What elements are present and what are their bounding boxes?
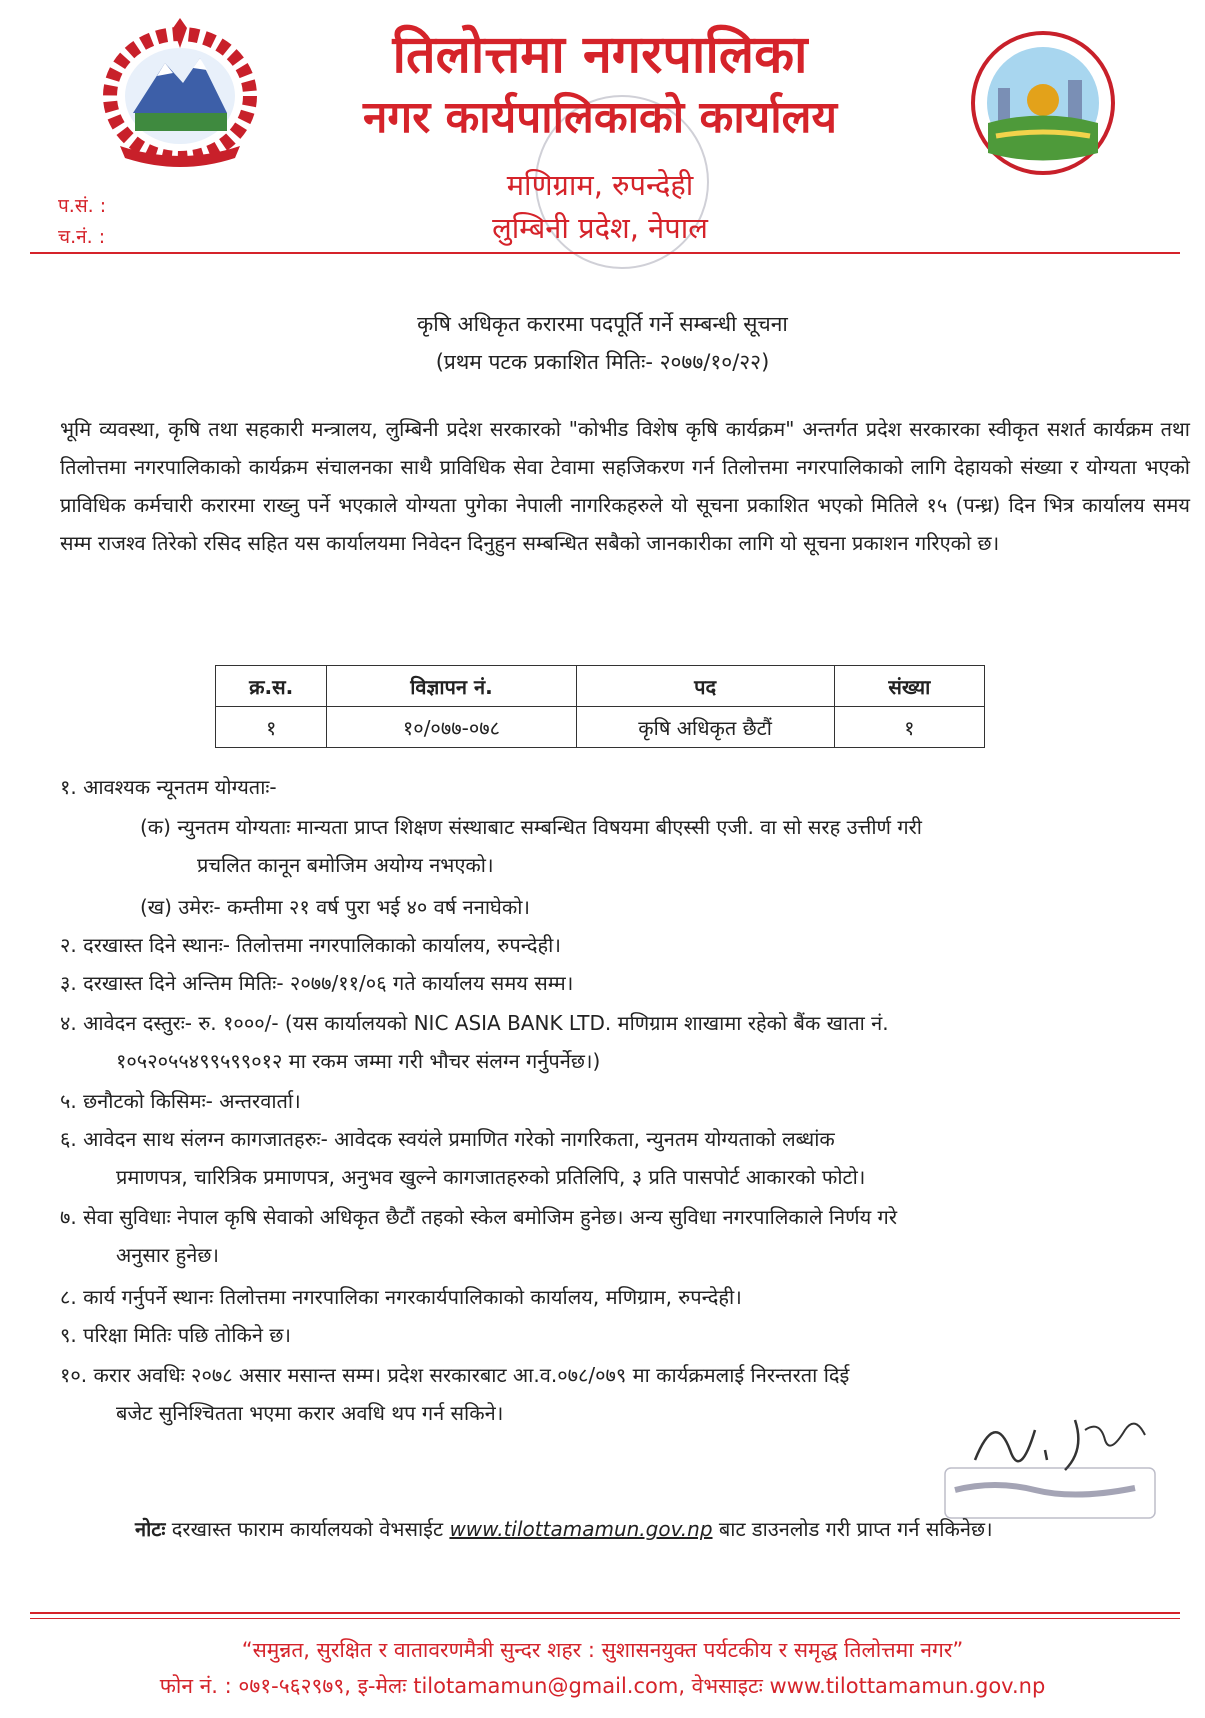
list-item <box>60 964 1190 1002</box>
list-item <box>60 1278 1190 1316</box>
cell-serial: १ <box>216 707 327 748</box>
download-note <box>135 1515 993 1542</box>
col-advertisement-no: विज्ञापन नं. <box>327 666 576 707</box>
notice-published-date: (प्रथम पटक प्रकाशित मितिः- २०७७/१०/२२) <box>435 350 770 374</box>
list-item <box>60 768 1190 806</box>
table-row <box>216 707 985 748</box>
note-text-after: बाट डाउनलोड गरी प्राप्त गर्न सकिनेछ। <box>718 1517 993 1541</box>
office-subtitle: नगर कार्यपालिकाको कार्यालय <box>363 92 837 143</box>
cell-post: कृषि अधिकृत छैटौं <box>576 707 834 748</box>
list-item-text: (ख) उमेरः- कम्तीमा २१ वर्ष पुरा भई ४० वर्ष ननाघेको। <box>140 895 530 919</box>
list-item-text: ७. सेवा सुविधाः नेपाल कृषि सेवाको अधिकृत छैटौं तहको स्केल बमोजिम हुनेछ। अन्य सुविधा नगरपालिकाले निर्णय गरे <box>60 1205 897 1229</box>
footer-divider <box>30 1612 1180 1614</box>
col-serial: क्र.स. <box>216 666 327 707</box>
ref-chalani-number: च.नं. : <box>58 226 106 248</box>
list-item-continuation: अनुसार हुनेछ। <box>116 1243 219 1267</box>
note-label: नोटः <box>135 1517 166 1541</box>
list-item-text: २. दरखास्त दिने स्थानः- तिलोत्तमा नगरपालिकाको कार्यालय, रुपन्देही। <box>60 933 561 957</box>
list-item <box>60 926 1190 964</box>
header-divider <box>30 252 1180 254</box>
nepal-emblem-icon <box>95 18 265 168</box>
list-item-text: ९. परिक्षा मितिः पछि तोकिने छ। <box>60 1323 291 1347</box>
col-count: संख्या <box>834 666 984 707</box>
office-address-line1: मणिग्राम, रुपन्देही <box>506 168 694 202</box>
list-item <box>60 1120 1190 1196</box>
list-item <box>140 808 1190 884</box>
list-item-continuation: बजेट सुनिश्चितता भएमा करार अवधि थप गर्न सकिने। <box>116 1401 504 1425</box>
list-item-text: ८. कार्य गर्नुपर्ने स्थानः तिलोत्तमा नगरपालिका नगरकार्यपालिकाको कार्यालय, मणिग्राम, रुपन्देही। <box>60 1285 742 1309</box>
table-header-row <box>216 666 985 707</box>
signature-image <box>935 1390 1165 1530</box>
list-item-text: ३. दरखास्त दिने अन्तिम मितिः- २०७७/११/०६ गते कार्यालय समय सम्म। <box>60 971 574 995</box>
col-post: पद <box>576 666 834 707</box>
cell-advertisement-no: १०/०७७-०७८ <box>327 707 576 748</box>
list-item-text: १. आवश्यक न्यूनतम योग्यताः- <box>60 775 277 799</box>
office-address-line2: लुम्बिनी प्रदेश, नेपाल <box>492 211 708 245</box>
website-link[interactable]: www.tilottamamun.gov.np <box>449 1517 713 1541</box>
list-item-continuation: प्रचलित कानून बमोजिम अयोग्य नभएको। <box>197 853 494 877</box>
list-item-text: ४. आवेदन दस्तुरः- रु. १०००/- (यस कार्यालयको NIC ASIA BANK LTD. मणिग्राम शाखामा रहेको बैंक खाता नं. <box>60 1011 889 1035</box>
notice-body: भूमि व्यवस्था, कृषि तथा सहकारी मन्त्रालय, लुम्बिनी प्रदेश सरकारको "कोभीड विशेष कृषि कार्यक्रम" अन्तर्गत प्रदेश सरकारका स्वीकृत सशर्त कार्यक्रम तथा तिलोत्तमा नगरपालिकाको कार्यक्रम संचालनका साथै प्राविधिक सेवा टेवामा सहजिकरण गर्न तिलोत्तमा नगरपालिकाको लागि देहायको संख्या र योग्यता भएको प्राविधिक कर्मचारी करारमा राख्नु पर्ने भएकाले योग्यता पुगेका नेपाली नागरिकहरुले यो सूचना प्रकाशित भएको मितिले १५ (पन्ध्र) दिन भित्र कार्यालय समय सम्म राजश्व तिरेको रसिद सहित यस कार्यालयमा निवेदन दिनुहुन सम्बन्धित सबैको जानकारीका लागि यो सूचना प्रकाशन गरिएको छ। <box>60 417 1190 555</box>
vacancy-table <box>215 665 985 748</box>
list-item <box>60 1082 1190 1120</box>
footer-divider-thin <box>30 1618 1180 1619</box>
list-item-text: ५. छनौटको किसिमः- अन्तरवार्ता। <box>60 1089 301 1113</box>
list-item-text: १०. करार अवधिः २०७८ असार मसान्त सम्म। प्रदेश सरकारबाट आ.व.०७८/०७९ मा कार्यक्रमलाई निरन्तरता दिई <box>60 1363 850 1387</box>
list-item-continuation: १०५२०५५४९९५९९०१२ मा रकम जम्मा गरी भौचर संलग्न गर्नुपर्नेछ।) <box>116 1049 601 1073</box>
office-title: तिलोत्तमा नगरपालिका <box>392 25 808 85</box>
list-item <box>60 1004 1190 1080</box>
list-item-text: ६. आवेदन साथ संलग्न कागजातहरुः- आवेदक स्वयंले प्रमाणित गरेको नागरिकता, न्युनतम योग्यताको लब्धांक <box>60 1127 835 1151</box>
list-item <box>60 1316 1190 1354</box>
footer-contact: फोन नं. : ०७१-५६२९७९, इ-मेलः tilotamamun@gmail.com, वेभसाइटः www.tilottamamun.gov.np <box>159 1674 1046 1698</box>
notice-title: कृषि अधिकृत करारमा पदपूर्ति गर्ने सम्बन्धी सूचना <box>417 312 788 336</box>
municipality-logo-icon <box>968 28 1118 178</box>
ref-patra-sankhya: प.सं. : <box>58 195 107 217</box>
note-text-before: दरखास्त फाराम कार्यालयको वेभसाईट <box>171 1517 444 1541</box>
footer-slogan: “समुन्नत, सुरक्षित र वातावरणमैत्री सुन्दर शहर : सुशासनयुक्त पर्यटकीय र समृद्ध तिलोत्तमा नगर” <box>241 1638 964 1662</box>
list-item <box>60 1198 1190 1274</box>
list-item-continuation: प्रमाणपत्र, चारित्रिक प्रमाणपत्र, अनुभव खुल्ने कागजातहरुको प्रतिलिपि, ३ प्रति पासपोर्ट आकारको फोटो। <box>116 1165 866 1189</box>
cell-count: १ <box>834 707 984 748</box>
list-item <box>140 888 1190 926</box>
list-item-text: (क) न्युनतम योग्यताः मान्यता प्राप्त शिक्षण संस्थाबाट सम्बन्धित विषयमा बीएस्सी एजी. वा सो सरह उत्तीर्ण गरी <box>140 815 922 839</box>
